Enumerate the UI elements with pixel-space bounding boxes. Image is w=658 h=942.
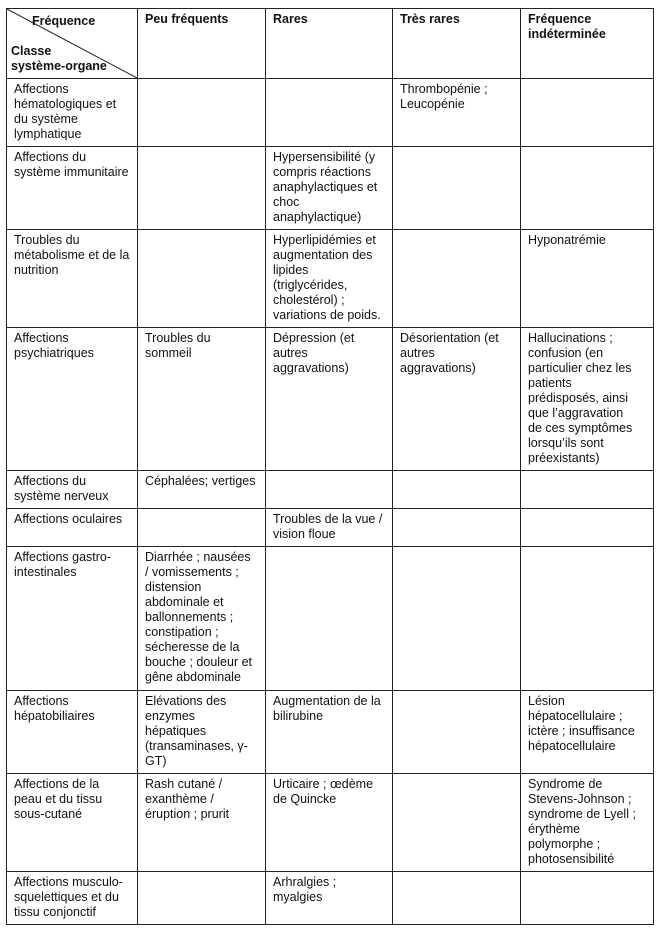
tres-rares-cell [393, 509, 521, 547]
rares-cell [266, 547, 393, 691]
column-header-peu-frequents: Peu fréquents [138, 9, 266, 79]
peu-frequents-cell: Elévations des enzymes hépatiques (transaminases, γ- GT) [138, 691, 266, 774]
peu-frequents-cell: Rash cutané / exanthème / éruption ; prurit [138, 774, 266, 872]
table-row [7, 547, 654, 691]
soc-cell: Affections gastro- intestinales [7, 547, 138, 691]
peu-frequents-cell: Céphalées; vertiges [138, 471, 266, 509]
rares-cell [266, 79, 393, 147]
header-row [7, 9, 654, 79]
tres-rares-cell [393, 147, 521, 230]
soc-cell: Affections du système nerveux [7, 471, 138, 509]
frequency-corner-label: Fréquence [32, 14, 96, 28]
table-row [7, 328, 654, 471]
column-header-frequence-indeterminee: Fréquence indéterminée [521, 9, 654, 79]
rares-cell: Urticaire ; œdème de Quincke [266, 774, 393, 872]
column-header-tres-rares: Très rares [393, 9, 521, 79]
tres-rares-cell [393, 547, 521, 691]
rares-cell: Arhralgies ; myalgies [266, 872, 393, 925]
tres-rares-cell [393, 691, 521, 774]
soc-cell: Affections musculo- squelettiques et du tissu conjonctif [7, 872, 138, 925]
rares-cell: Augmentation de la bilirubine [266, 691, 393, 774]
rares-cell: Dépression (et autres aggravations) [266, 328, 393, 471]
tres-rares-cell: Désorientation (et autres aggravations) [393, 328, 521, 471]
table-row [7, 691, 654, 774]
rares-cell: Hyperlipidémies et augmentation des lipides (triglycérides, cholestérol) ; variations de poids. [266, 230, 393, 328]
rares-cell: Troubles de la vue / vision floue [266, 509, 393, 547]
peu-frequents-cell [138, 147, 266, 230]
indeterminee-cell: Syndrome de Stevens-Johnson ; syndrome de Lyell ; érythème polymorphe ; photosensibilité [521, 774, 654, 872]
soc-cell: Affections hépatobiliaires [7, 691, 138, 774]
rares-cell [266, 471, 393, 509]
tres-rares-cell: Thrombopénie ; Leucopénie [393, 79, 521, 147]
indeterminee-cell: Lésion hépatocellulaire ; ictère ; insuffisance hépatocellulaire [521, 691, 654, 774]
tres-rares-cell [393, 230, 521, 328]
soc-cell: Affections oculaires [7, 509, 138, 547]
tres-rares-cell [393, 872, 521, 925]
soc-cell: Affections de la peau et du tissu sous-cutané [7, 774, 138, 872]
soc-cell: Affections hématologiques et du système lymphatique [7, 79, 138, 147]
rares-cell: Hypersensibilité (y compris réactions anaphylactiques et choc anaphylactique) [266, 147, 393, 230]
indeterminee-cell [521, 471, 654, 509]
indeterminee-cell [521, 79, 654, 147]
soc-cell: Troubles du métabolisme et de la nutrition [7, 230, 138, 328]
indeterminee-cell: Hyponatrémie [521, 230, 654, 328]
peu-frequents-cell: Troubles du sommeil [138, 328, 266, 471]
tres-rares-cell [393, 774, 521, 872]
corner-header-cell [7, 9, 138, 79]
table-row [7, 147, 654, 230]
peu-frequents-cell: Diarrhée ; nausées / vomissements ; distension abdominale et ballonnements ; constipation ; sécheresse de la bouche ; douleur et gêne abdominale [138, 547, 266, 691]
table-row [7, 872, 654, 925]
adverse-effects-table [6, 8, 654, 925]
tres-rares-cell [393, 471, 521, 509]
indeterminee-cell: Hallucinations ; confusion (en particulier chez les patients prédisposés, ainsi que l’aggravation de ces symptômes lorsqu’ils sont préexistants) [521, 328, 654, 471]
column-header-rares: Rares [266, 9, 393, 79]
table-row [7, 230, 654, 328]
indeterminee-cell [521, 147, 654, 230]
table-row [7, 79, 654, 147]
indeterminee-cell [521, 872, 654, 925]
soc-corner-label: Classe système-organe [11, 44, 107, 73]
soc-cell: Affections du système immunitaire [7, 147, 138, 230]
table-row [7, 774, 654, 872]
peu-frequents-cell [138, 230, 266, 328]
indeterminee-cell [521, 547, 654, 691]
indeterminee-cell [521, 509, 654, 547]
peu-frequents-cell [138, 872, 266, 925]
table-row [7, 509, 654, 547]
soc-cell: Affections psychiatriques [7, 328, 138, 471]
peu-frequents-cell [138, 79, 266, 147]
table-row [7, 471, 654, 509]
peu-frequents-cell [138, 509, 266, 547]
